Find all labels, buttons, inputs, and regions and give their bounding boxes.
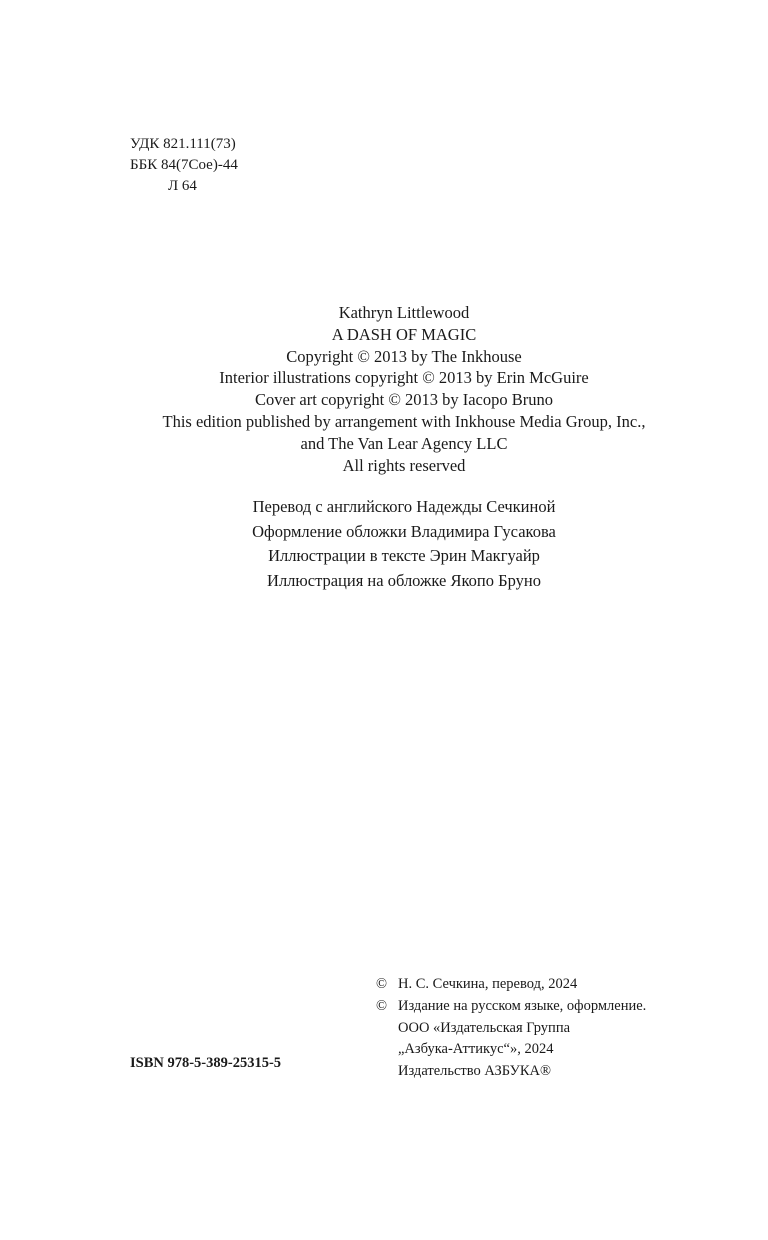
copyright-line: Copyright © 2013 by The Inkhouse: [286, 346, 522, 366]
bbk-code: ББК 84(7Сое)-44: [130, 157, 238, 173]
copyright-symbol: ©: [376, 976, 388, 992]
cover-illustration-credit: Иллюстрация на обложке Якопо Бруно: [267, 570, 541, 590]
cover-design-credit: Оформление обложки Владимира Гусакова: [252, 521, 556, 541]
rights-reserved-line: All rights reserved: [342, 455, 466, 475]
author-mark: Л 64: [168, 178, 197, 194]
author-name: Kathryn Littlewood: [338, 303, 470, 322]
edition-rights-text: Издание на русском языке, оформление.: [398, 997, 647, 1014]
publisher-name-line: ООО «Издательская Группа: [398, 1019, 571, 1036]
copyright-symbol: ©: [376, 997, 388, 1014]
agency-line: and The Van Lear Agency LLC: [300, 433, 508, 453]
udk-code: УДК 821.111(73): [130, 136, 236, 152]
publisher-imprint-line: Издательство АЗБУКА®: [398, 1063, 552, 1080]
classification-block: [130, 134, 238, 197]
original-title: A DASH OF MAGIC: [331, 324, 477, 344]
edition-line: This edition published by arrangement with Inkhouse Media Group, Inc.,: [162, 411, 646, 431]
translation-rights-text: Н. С. Сечкина, перевод, 2024: [398, 976, 578, 992]
text-illustrations-credit: Иллюстрации в тексте Эрин Макгуайр: [268, 546, 540, 565]
english-copyright-block: [0, 302, 768, 476]
translation-rights-entry: [376, 974, 646, 996]
translation-credit: Перевод с английского Надежды Сечкиной: [252, 497, 556, 516]
edition-rights-entry: [376, 996, 646, 1018]
cover-copyright-line: Cover art copyright © 2013 by Iacopo Bruno: [254, 390, 553, 410]
isbn: ISBN 978-5-389-25315-5: [130, 1055, 282, 1071]
russian-rights-block: [376, 974, 646, 1083]
illustrations-copyright-line: Interior illustrations copyright © 2013 by Erin McGuire: [219, 368, 589, 388]
publisher-name-line: „Азбука-Аттикус“», 2024: [398, 1041, 554, 1058]
russian-credits-block: [0, 495, 768, 593]
